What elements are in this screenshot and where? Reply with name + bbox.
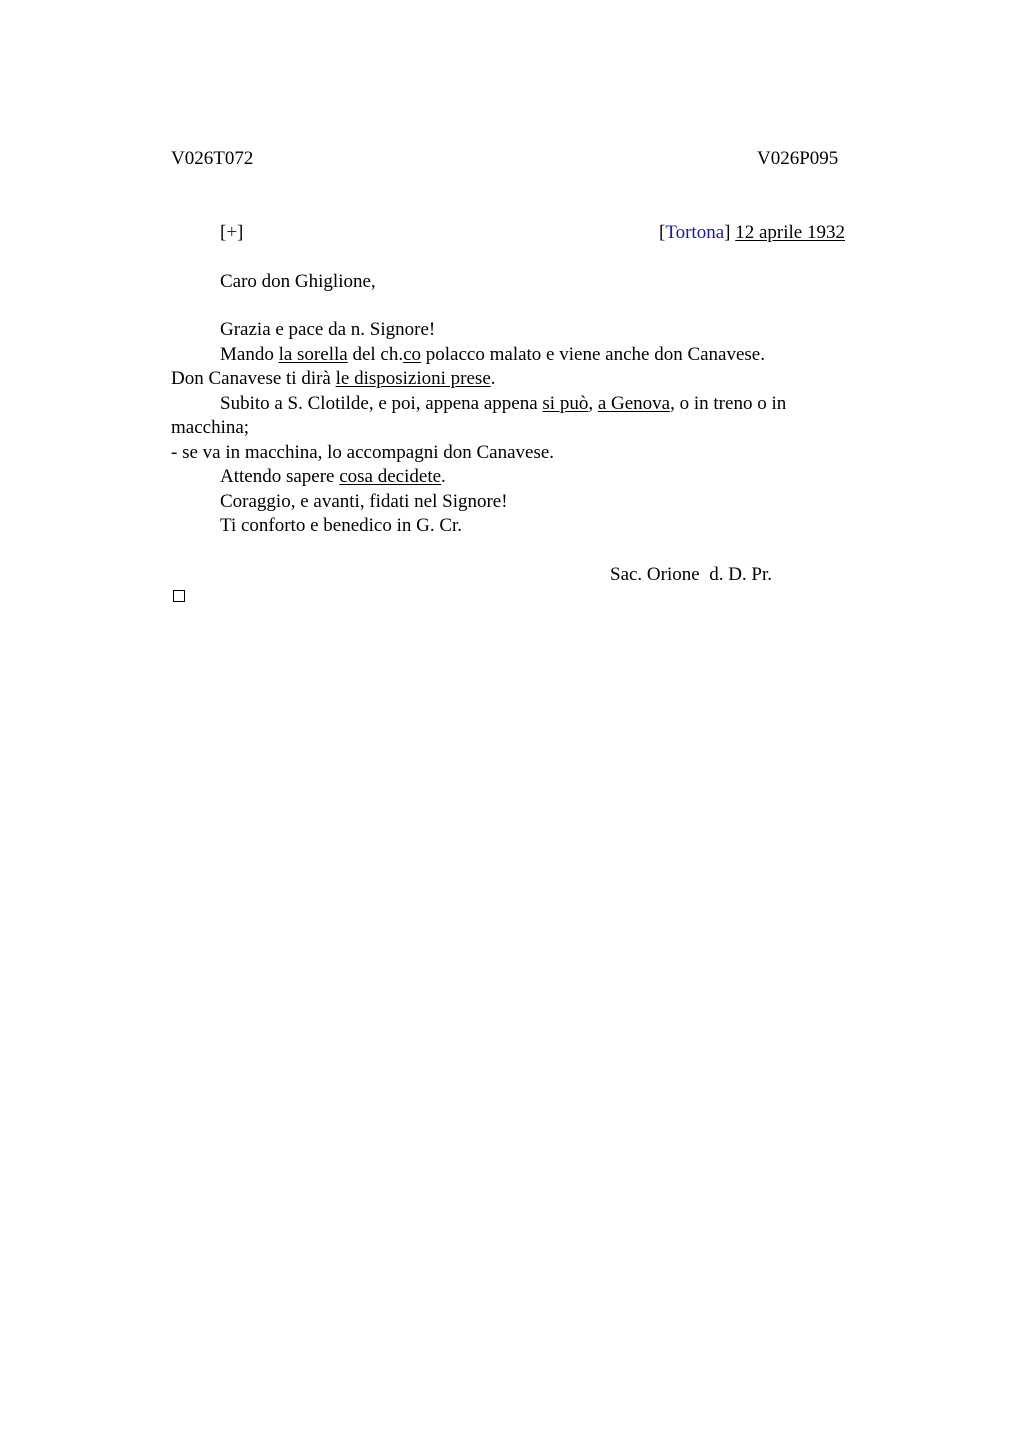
text-run: . [441,466,446,487]
bracket-close: ] [724,222,731,243]
underlined-text: cosa decidete [339,466,442,487]
body-line-5: macchina; [171,417,250,438]
text-run: Don Canavese ti dirà [171,368,336,389]
text-run: . [490,368,496,389]
bracket-open: [ [220,222,227,243]
document-code-left: V026T072 [171,148,254,169]
end-of-document-square-icon [173,590,185,602]
dateline [659,223,845,242]
letter-date: 12 aprile 1932 [735,222,845,243]
bracket-close: ] [237,222,244,243]
body-line-9: Ti conforto e benedico in G. Cr. [220,515,463,536]
cross-symbol: + [226,222,238,243]
bracket-open: [ [659,222,666,243]
body-line-2 [220,345,765,364]
text-run: Subito a S. Clotilde, e poi, appena appena [220,393,543,414]
underlined-text: la sorella [278,344,348,365]
body-line-6: - se va in macchina, lo accompagni don Canavese. [171,442,555,463]
signature: Sac. Orione d. D. Pr. [610,564,773,585]
underlined-text: co [403,344,422,365]
text-run: , o in treno o in [670,393,787,414]
underlined-text: a Genova [597,393,671,414]
text-run: Mando [220,344,279,365]
salutation: Caro don Ghiglione, [220,271,376,292]
text-run: Attendo sapere [220,466,340,487]
body-line-3 [171,369,496,388]
body-line-8: Coraggio, e avanti, fidati nel Signore! [220,491,508,512]
text-run: , [588,393,598,414]
body-line-7 [220,467,446,486]
body-line-1: Grazia e pace da n. Signore! [220,319,436,340]
text-run: polacco malato e viene anche don Canavese. [421,344,765,365]
text-run: del ch. [347,344,404,365]
cross-mark [220,223,243,242]
place-name: Tortona [665,222,725,243]
underlined-text: le disposizioni prese [335,368,491,389]
document-code-right: V026P095 [757,148,839,169]
underlined-text: si può [542,393,589,414]
body-line-4 [220,394,786,413]
